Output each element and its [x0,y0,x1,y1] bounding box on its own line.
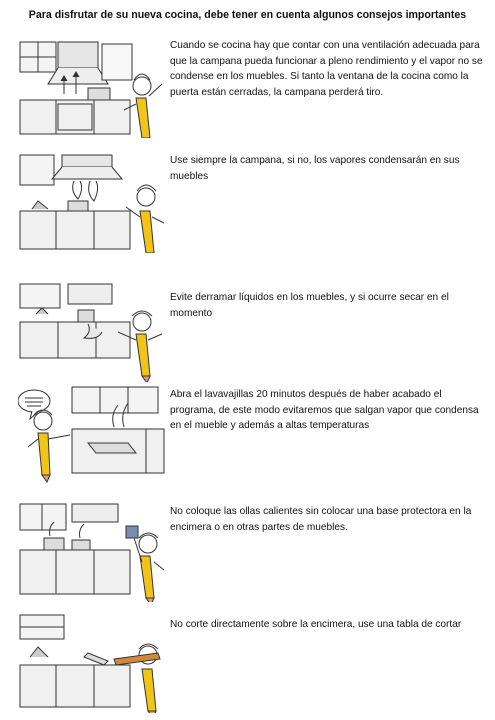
tip-1-illustration [18,38,168,138]
tip-4 [18,387,488,487]
range-hood-drawing [18,153,168,253]
tip-2 [18,153,488,253]
tip-3 [18,290,488,390]
tip-6-illustration [18,613,168,713]
hot-pots-drawing [18,502,168,602]
cutting-board-drawing [18,613,168,713]
ventilation-kitchen-drawing [18,38,168,138]
tip-3-illustration [18,282,168,382]
tip-4-illustration [18,383,168,483]
tip-1-text: Cuando se cocina hay que contar con una ventilación adecuada para que la campana pueda funcionar a pleno rendimiento y el vapor no se condense en los muebles. Si tanto la ventana de la cocina como la puerta están cerradas, la campana perderá tiro. [170,40,483,98]
tip-5 [18,504,488,604]
tip-4-text: Abra el lavavajillas 20 minutos después de haber acabado el programa, de este modo evitaremos que salgan vapor que condensa en el mueble y además a altas temperaturas [170,389,479,432]
dishwasher-drawing [18,383,168,483]
tip-2-text: Use siempre la campana, si no, los vapores condensarán en sus muebles [170,155,460,182]
tip-5-text: No coloque las ollas calientes sin colocar una base protectora en la encimera o en otras partes de muebles. [170,506,472,533]
tip-6-text: No corte directamente sobre la encimera, use una tabla de cortar [170,619,462,630]
tip-1 [18,38,488,138]
tip-3-text: Evite derramar líquidos en los muebles, y si ocurre secar en el momento [170,292,449,319]
spilled-liquid-drawing [18,282,168,382]
tip-5-illustration [18,502,168,602]
tip-6 [18,617,488,717]
tip-2-illustration [18,153,168,253]
page-title: Para disfrutar de su nueva cocina, debe tener en cuenta algunos consejos importantes [28,9,467,21]
